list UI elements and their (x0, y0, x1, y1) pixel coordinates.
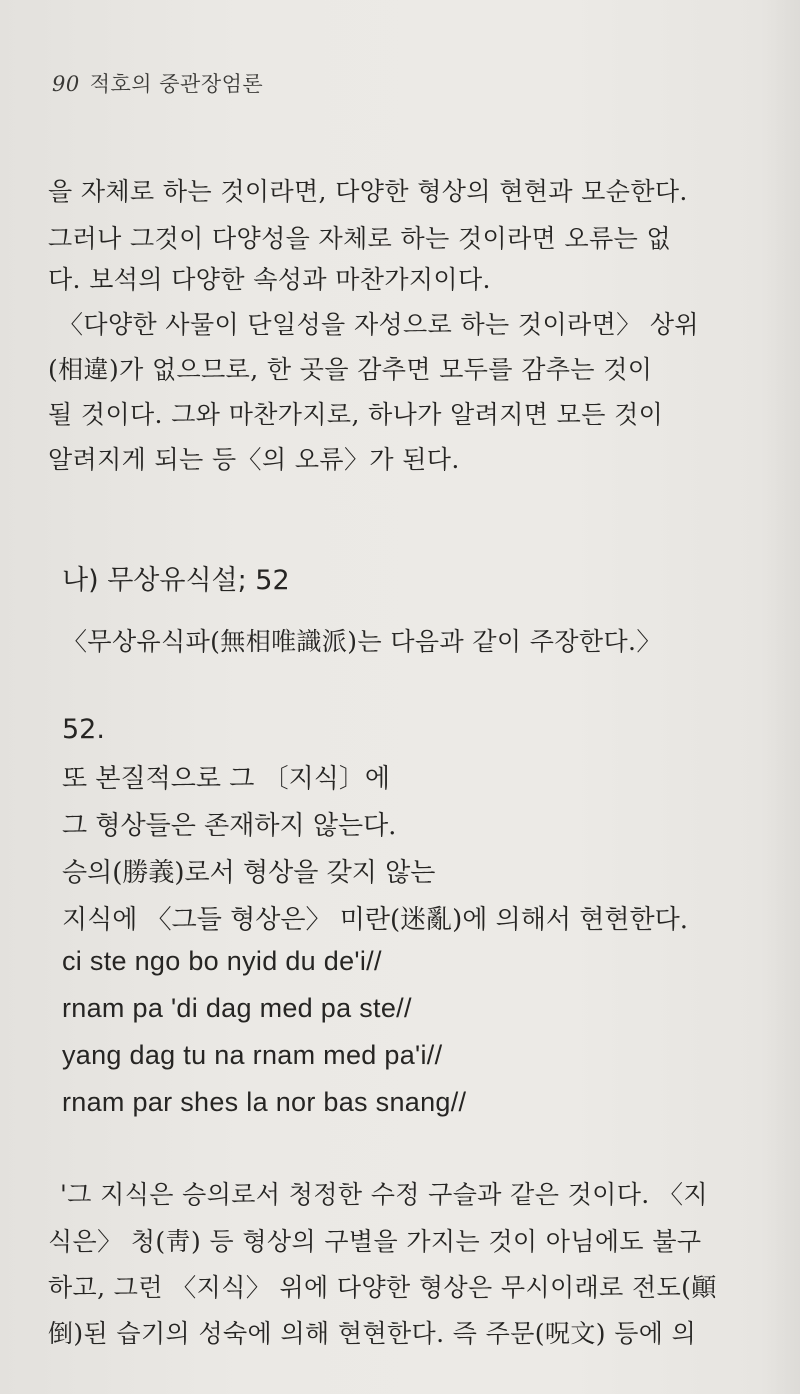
tibetan-verse-line: rnam pa 'di dag med pa ste// (62, 993, 412, 1023)
paragraph-1-line: 다. 보석의 다양한 속성과 마찬가지이다. (48, 265, 491, 294)
paragraph-1-line: 을 자체로 하는 것이라면, 다양한 형상의 현현과 모순한다. (48, 177, 688, 206)
paragraph-2-line: 〈다양한 사물이 단일성을 자성으로 하는 것이라면〉 상위 (58, 310, 699, 339)
page-number: 90 (52, 72, 80, 96)
paragraph-3-line: '그 지식은 승의로서 청정한 수정 구슬과 같은 것이다. 〈지 (60, 1180, 708, 1209)
running-header (52, 68, 263, 98)
paragraph-3-line: 식은〉 청(靑) 등 형상의 구별을 가지는 것이 아님에도 불구 (48, 1227, 702, 1256)
verse-line: 그 형상들은 존재하지 않는다. (62, 811, 397, 841)
tibetan-verse-line: yang dag tu na rnam med pa'i// (62, 1040, 443, 1070)
paragraph-2-line: 될 것이다. 그와 마찬가지로, 하나가 알려지면 모든 것이 (48, 400, 664, 429)
section-intro: 〈무상유식파(無相唯識派)는 다음과 같이 주장한다.〉 (62, 627, 662, 656)
verse-line: 승의(勝義)로서 형상을 갖지 않는 (62, 858, 436, 888)
running-title: 적호의 중관장엄론 (89, 72, 264, 96)
tibetan-verse-line: ci ste ngo bo nyid du de'i// (62, 946, 382, 976)
page-gutter-shadow (760, 0, 800, 1394)
verse-number: 52. (62, 714, 105, 745)
verse-line: 또 본질적으로 그 〔지식〕에 (62, 764, 390, 794)
paragraph-2-line: 알려지게 되는 등〈의 오류〉가 된다. (48, 445, 460, 474)
paragraph-2-line: (相違)가 없으므로, 한 곳을 감추면 모두를 감추는 것이 (48, 355, 653, 384)
paragraph-1-line: 그러나 그것이 다양성을 자체로 하는 것이라면 오류는 없 (48, 224, 672, 253)
paragraph-3-line: 倒)된 습기의 성숙에 의해 현현한다. 즉 주문(呪文) 등에 의 (48, 1319, 697, 1348)
tibetan-verse-line: rnam par shes la nor bas snang// (62, 1087, 467, 1117)
section-heading: 나) 무상유식설; 52 (62, 565, 290, 596)
paragraph-3-line: 하고, 그런 〈지식〉 위에 다양한 형상은 무시이래로 전도(顚 (48, 1273, 717, 1302)
verse-line: 지식에 〈그들 형상은〉 미란(迷亂)에 의해서 현현한다. (62, 905, 688, 935)
